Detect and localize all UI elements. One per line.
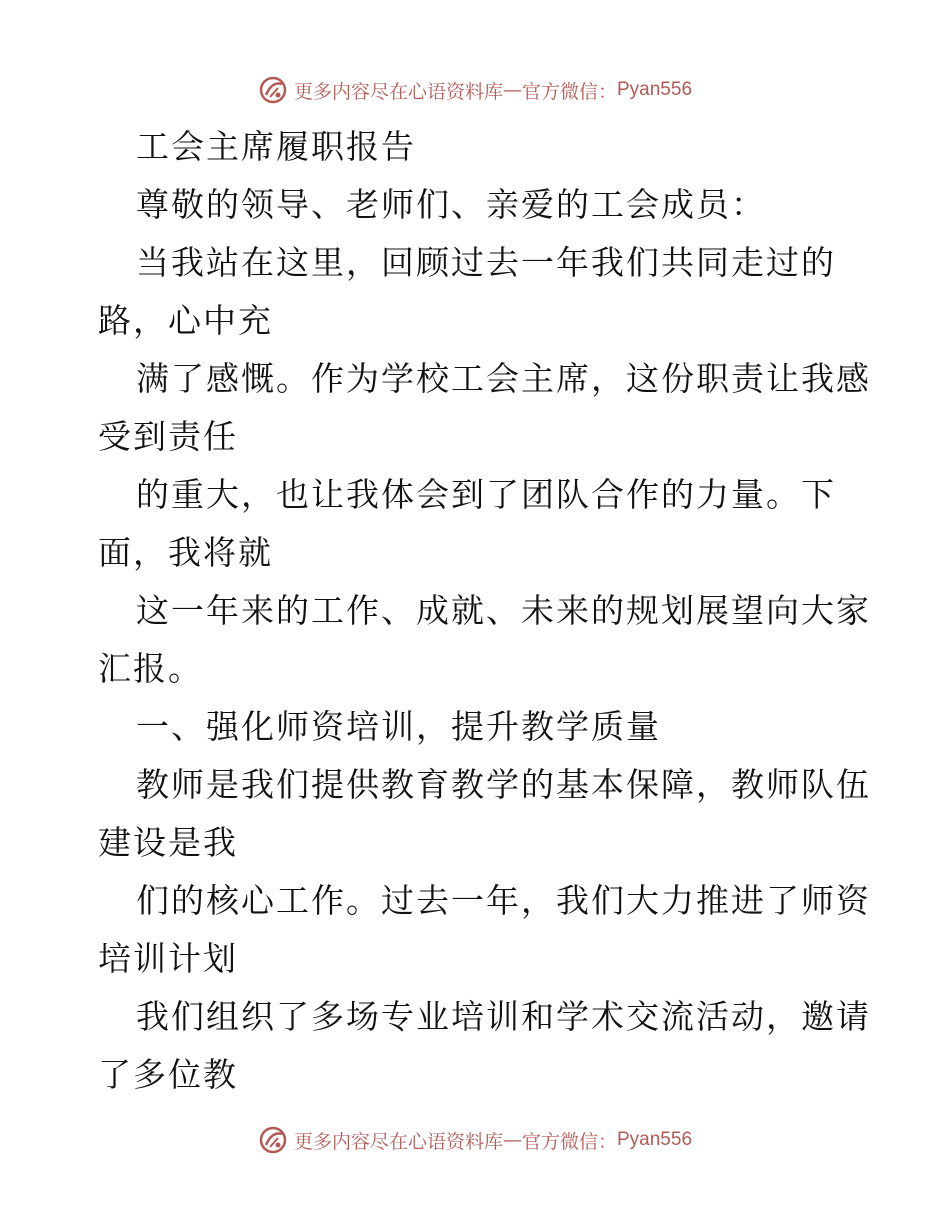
text-line: 面，我将就 [98, 533, 273, 572]
document-body [98, 118, 871, 1104]
text-line: 尊敬的领导、老师们、亲爱的工会成员： [136, 185, 766, 224]
header-dash: — [502, 79, 522, 101]
footer-watermark [0, 1120, 950, 1160]
footer-wechat-id: Pyan556 [617, 1129, 693, 1150]
footer-wechat-label: 官方微信： [521, 1130, 617, 1153]
text-line: 一、强化师资培训，提升教学质量 [136, 707, 661, 746]
header-watermark [0, 70, 950, 110]
text-line: 这一年来的工作、成就、未来的规划展望向大家 [136, 591, 871, 630]
text-line: 了多位教 [98, 1055, 238, 1094]
text-line: 们的核心工作。过去一年，我们大力推进了师资 [136, 881, 871, 920]
footer-brand-text: 更多内容尽在心语资料库 [293, 1130, 503, 1153]
text-line: 当我站在这里，回顾过去一年我们共同走过的 [136, 243, 836, 282]
brand-logo-icon [258, 75, 288, 105]
footer-dash: — [502, 1129, 522, 1151]
text-line: 教师是我们提供教育教学的基本保障，教师队伍 [136, 765, 871, 804]
text-line: 受到责任 [98, 417, 238, 456]
brand-logo-icon [258, 1125, 288, 1155]
text-line: 汇报。 [98, 649, 203, 688]
text-line: 我们组织了多场专业培训和学术交流活动，邀请 [136, 997, 871, 1036]
header-wechat-label: 官方微信： [521, 80, 617, 103]
text-line: 路，心中充 [98, 301, 273, 340]
text-line: 建设是我 [98, 823, 238, 862]
header-wechat-id: Pyan556 [617, 79, 693, 100]
text-line: 工会主席履职报告 [136, 127, 416, 166]
text-line: 满了感慨。作为学校工会主席，这份职责让我感 [136, 359, 871, 398]
text-line: 的重大，也让我体会到了团队合作的力量。下 [136, 475, 836, 514]
text-line: 培训计划 [98, 939, 238, 978]
header-brand-text: 更多内容尽在心语资料库 [293, 80, 503, 103]
